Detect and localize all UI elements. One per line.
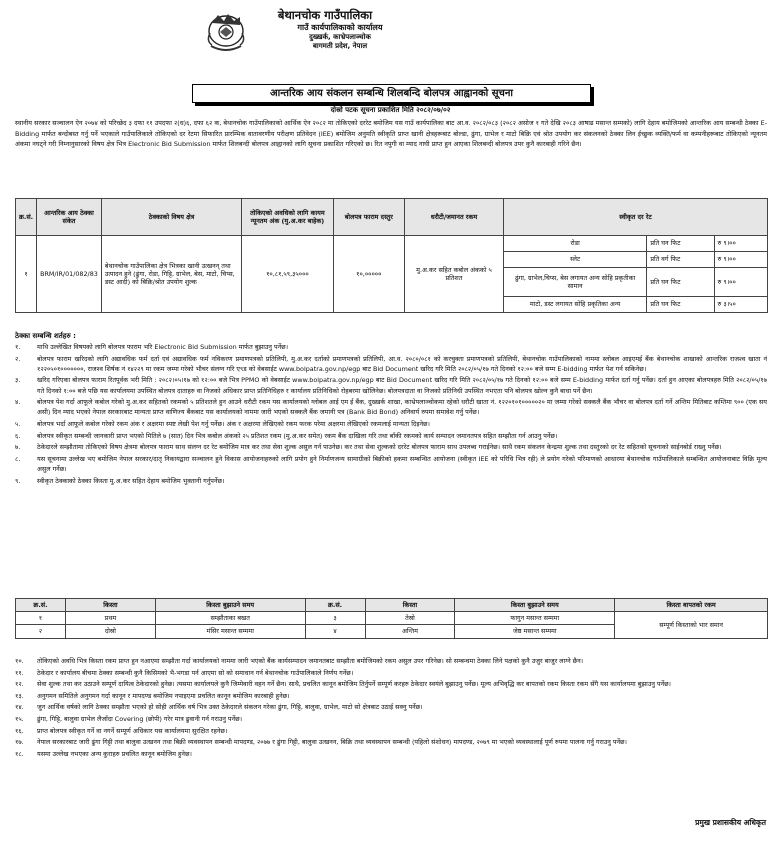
subject-cell: बेथानचोक गाउँपालिका क्षेत्र भित्रका खानी उत्खनन् तथा उत्पादन हुने (ढुंगा, रोडा, गिट्टि, ग्राभेल, बेस, माटो, चिप्स, डस्ट आदी) को बिक्रि/श्रोत उपयोग शुल्क (101, 236, 241, 313)
term-item (15, 397, 767, 417)
header-cell: ठेक्काको विषय क्षेत्र (101, 199, 241, 236)
term-text: ढुंगा, गिट्टि, बालुवा ग्राभेल लैजाँदा Covering (छोपी) गरेर मात्र ढुवानी गर्न गराउनु पर्नेछ। (37, 714, 243, 723)
term-text: अनुगमन समितिले अनुगमन गर्दा कानून र मापदण्ड बमोजिम नपाइएमा प्रचलित कानून बमोजिम कारबाही हुनेछ। (37, 691, 290, 700)
header-cell: तोकिएको अवधिको लागि कायम न्यूनतम अंक (मु.अ.कर बाहेक) (242, 199, 333, 236)
office-location: दुख्खर्क, काभ्रेपलाञ्चोक (309, 32, 371, 41)
term-number: ५. (15, 419, 21, 428)
term-text: बोलपत्र स्वीकृत सम्बन्धी जानकारी प्राप्त भएको मितिले ७ (सात) दिन भित्र कबोल अंकको २५ प्रतिशत रकम (मु.अ.कर समेत) रकम बैंक दाखिला गरि तथा बाँकी रकमको कार्य सम्पादन जमानतपत्र सहित सम्झौता गर्न आउनु पर्नेछ। (37, 431, 558, 440)
org-name: बेथानचोक गाउँपालिका (277, 8, 373, 22)
term-text: बोलपत्र पेश गर्दा आफूले कबोल गरेको मु.अ.कर सहितको रकमको ५ प्रतिशतले हुन आउने धरौटी रकम यस कार्यालयको ग्लोबल आई एम ई बैंक, दुख्खर्क शाखा, काभ्रेपलाञ्चोकमा रहेको धरौटी खाता नं. १२२०१०१०००००२० मा जम्मा गरेको सक्कलै बैंक भौचर वा बोलपत्र दर्ता गर्ने अन्तिम मितिबाट कम्तिमा ९०० (एक सय असी) दिन म्याद भएको नेपाल सरकारबाट मान्यता प्राप्त वाणिज्य बैंकबाट यस कार्यालयको नाममा जारी भएको सक्कलै बैंक जमानी पत्र (Bank Bid Bond) अनिवार्य रुपमा समावेश गर्नु पर्नेछ। (37, 398, 767, 417)
table-cell: प्रथम (65, 612, 155, 625)
header-cell: किस्ता (65, 599, 155, 612)
term-number: १३. (15, 691, 24, 700)
installment-amount-cell: सम्पूर्ण किस्ताको भार समान (615, 612, 768, 638)
term-text: ठेकेदारले सम्झौतामा तोकिएको विषय क्षेत्रमा बोलपत्र फाराम साथ संलग्न दर रेट बमोजिम मात्र कर तथा सेवा शुल्क असुल गर्न पाउनेछ। कर तथा सेवा शुल्कको दररेट बोलपत्र फाराम साथ उपलब्ध गराईनेछ। साथै रकम संकलन केन्द्रमा शुल्क तथा दस्तुरको दर रेट सहितको सूचनाको साईनबोर्ड राख्नु पर्नेछ। (37, 443, 722, 452)
term-item (15, 476, 767, 486)
rate-item-cell: ढुंगा, ग्राभेल,चिप्स, बेस लगायत अन्य सोहि प्रकृतीका सामान (503, 268, 646, 297)
header-cell: किस्ता बुझाउने समय (455, 599, 615, 612)
term-number: १७. (15, 738, 24, 747)
term-item (15, 714, 767, 724)
term-item (15, 431, 767, 441)
contract-code-cell: BRM/IR/01/082/83 (37, 236, 102, 313)
term-number: १५. (15, 714, 24, 723)
header-cell: क्र.सं. (16, 599, 66, 612)
header-cell: स्वीकृत दर रेट (503, 199, 767, 236)
term-text: यसमा उल्लेख नभएका अन्य कुराहरु प्रचलित कानून बमोजिम हुनेछ। (37, 749, 192, 758)
table-cell: फागुन मसान्त सम्ममा (455, 612, 615, 625)
rate-item-cell: रोडा (503, 236, 646, 252)
header-cell: बोलपत्र फाराम दस्तुर (333, 199, 404, 236)
term-item (15, 679, 767, 689)
table-cell: तेस्रो (365, 612, 455, 625)
term-item (15, 342, 767, 352)
term-item (15, 668, 767, 678)
term-number: १. (15, 343, 21, 351)
term-item (15, 454, 767, 474)
term-text: बोलपत्र भर्दा आफूले कबोल गरेको रकम अंक र अक्षरमा स्पष्ट लेखी पेश गर्नु पर्नेछ। अंक र अक्षरमा लेखिएको रकम फरक परेमा अक्षरमा लेखिएको रकमलाई मान्यता दिइनेछ। (37, 419, 430, 428)
deposit-cell: मु.अ.कर सहित कबोल अंकको ५ प्रतिशत (405, 236, 504, 313)
term-number: १२. (15, 680, 24, 689)
table-row (16, 612, 768, 625)
table-cell: दोस्रो (65, 625, 155, 638)
term-text: माथि उल्लेखित विषयको लागि बोलपत्र फाराम भरि Electronic Bid Submission मार्फत बुझाउनु पर्नेछ। (37, 343, 289, 351)
term-text: यस सूचनामा उल्लेख भए बमोजिम नेपाल सरकार/दातृ निकायद्वारा सञ्चालन हुने विकास आयोजनाहरुको लागि प्रयोग हुने निर्माणजन्य सामाग्रीको बिक्रीको हकमा सम्बन्धित आयोजना (स्वीकृत IEE को परिधि भित्र रही) ले प्रयोग गरेको परिमाणको आधारमा बेथानचोक गाउँपालिकाले सम्बन्धित आयोजनाबाट विक्रि मूल्य असुल गर्नेछ। (37, 454, 767, 473)
terms-title: ठेक्का सम्बन्धि शर्तहरु : (15, 332, 76, 340)
term-number: १६. (15, 726, 24, 735)
term-item (15, 726, 767, 736)
rate-value-cell: रु ३।५० (714, 297, 767, 313)
term-text: ठेकेदार र कार्यालय बीचमा ठेक्का सम्बन्धी कुनै किसिमको भै-भगडा पर्न आएमा सो को समाधान गर्न बेथानचोक गाउँपालिकाले निर्णय गर्नेछ। (37, 668, 354, 677)
office-name: गाउँ कार्यपालिकाको कार्यालय (297, 22, 383, 32)
rate-unit-cell: प्रति घन फिट (647, 297, 714, 313)
installment-table (15, 598, 768, 639)
table-cell: मंसिर मसान्त सम्ममा (155, 625, 305, 638)
term-number: ७. (15, 443, 21, 452)
header-cell: किस्ता बुझाउने समय (155, 599, 305, 612)
term-item (15, 749, 767, 759)
intro-paragraph: स्थानीय सरकार सञ्चालन ऐन २०७४ को परिच्छेद ३ दफा ११ उपदफा २(ध)६, दफा ६२ क, बेथानचोक गाउँपालिकाको आर्थिक ऐन २०८२ मा तोकिएको दररेट बमोजिम यस गाउँ कार्यपालिका बाट आ.व. २०८२/०८३ (२०८२ असोज १ गते देखि २०८३ आषाढ मसान्त सम्मको) लागि देहाय बमोजिमको आन्तरिक आय सम्बन्धी ठेक्का E-Bidding मार्फत बन्दोबस्त गर्नु पर्ने भएकाले गाउँपालिकाले तोकिएको दर रेटमा सिफारित प्रारम्भिक वातावरणीय परीक्षण प्रतिवेदन (IEE) बमोजिम अनुमति स्वीकृति प्राप्त खानी क्षेत्रहरूबाट बोल्डा, ढुंगा, ग्राभेल र माटो बिक्रि एवं श्रोत उपयोग कर संकलनको ठेक्का लिन ईच्छुक व्यक्ति/फर्म वा कम्पनीहरूबाट तोकिएको न्यूनतम अंकमा नघट्ने गरी निम्नानुसारको विषय क्षेत्र भित्र Electronic Bid Submission मार्फत शिलबन्दी बोलपत्र आह्वानको लागि सूचना प्रकाशित गरिएको छ। रित नपुगी वा म्याद नाघी प्राप्त हुन आएका शिलबन्दी बोलपत्र उपर कुनै कारबाही गरिने छैन। (15, 119, 767, 149)
header-cell: धरौटी/जमानत रकम (405, 199, 504, 236)
rate-item-cell: स्लेट (503, 252, 646, 268)
rate-value-cell: रु ९।०० (714, 268, 767, 297)
term-text: सेवा शुल्क तथा कर उठाउने सम्पूर्ण दायित्व ठेकेदारको हुनेछ। त्यसमा कार्यालयले कुनै जिम्मेवारी वहन गर्ने छैन। साथै, प्रचलित कानून बमोजिम तिर्नुपर्ने सम्पूर्ण करहरु ठेकेदार स्वयंले बुझाउनु पर्नेछ। मूल्य अभिवृद्धि कर बापतको रकम किस्ता रकम सँगै यस कार्यालयमा बुझाउनु पर्नेछ। (37, 680, 671, 689)
term-text: बोलपत्र फाराम खरिदको लागि अद्यावधिक फर्म दर्ता एवं अद्यावधिक फर्म नविकरण प्रमाणपत्रको प्रतिलिपी, मु.अ.कर दर्ताको प्रमाणपत्रको प्रतिलिपी, आ.व. २०८०/०८१ को करचुक्ता प्रमाणपत्रको प्रतिलिपी, बेथानचोक गाउँपालिकाको नाममा स्लोबल आइएमई बैंक बेथानचोक शाखाको आन्तरिक राजश्व खाता नं १२२०५०१०००००००, राजश्व शिर्षक नं १४२२९ मा रकम जम्मा गरेको भौचर संलग्न गरि ए९ड को वेबसाईट www.bolpatra.gov.np/egp बाट Bid Document खरिद गरि मिति २०८२/०५/१७ गते दिनको १२:०० बजे सम्म E-bidding मार्फत पेश गर्न सकिनेछ। (37, 354, 767, 373)
table-cell: १ (16, 612, 66, 625)
table-cell: २ (16, 625, 66, 638)
header-cell: क्र.सं. (305, 599, 365, 612)
rate-item-cell: माटो, डस्ट लगायत सोहि प्रकृतिका अन्य (503, 297, 646, 313)
table-cell: ४ (305, 625, 365, 638)
header-cell: आन्तरिक आय ठेक्का संकेत (37, 199, 102, 236)
terms-list (15, 342, 767, 487)
term-item (15, 354, 767, 374)
term-text: प्राप्त बोलपत्र स्वीकृत गर्ने वा नगर्ने सम्पूर्ण अधिकार यस कार्यालयमा सुरक्षित रहनेछ। (37, 726, 228, 735)
minimum-amount-cell: १०,८१,५९,३५००० (242, 236, 333, 313)
rate-unit-cell: प्रति वर्ग फिट (647, 252, 714, 268)
term-number: ९. (15, 476, 21, 485)
term-item (15, 656, 767, 666)
term-text: स्वीकृत ठेक्काको ठेक्का किस्ता मु.अ.कर सहित देहाय बमोजिम भुक्तानी गर्नुपर्नेछ। (37, 476, 225, 485)
table-cell: ३ (305, 612, 365, 625)
term-item (15, 737, 767, 747)
term-item (15, 442, 767, 452)
term-number: ११. (15, 668, 24, 677)
form-fee-cell: १०,००००० (333, 236, 404, 313)
term-number: ८. (15, 454, 21, 463)
term-item (15, 702, 767, 712)
rate-value-cell: रु ९।०० (714, 236, 767, 252)
rate-unit-cell: प्रति घन फिट (647, 268, 714, 297)
header-cell: क्र.सं. (16, 199, 37, 236)
header-cell: किस्ता बापतको रकम (615, 599, 768, 612)
term-item (15, 691, 767, 701)
notice-title: आन्तरिक आय संकलन सम्बन्धि शिलबन्दि बोलपत्र आह्वानको सूचना (192, 84, 591, 103)
table-cell: जेष्ठ मसान्त सम्ममा (455, 625, 615, 638)
signature-title: प्रमुख प्रशासकीय अधिकृत (695, 818, 766, 827)
bid-details-table (15, 198, 768, 313)
term-number: ३. (15, 376, 21, 385)
term-item (15, 419, 767, 429)
term-item (15, 375, 767, 395)
term-number: १८. (15, 749, 24, 758)
rate-value-cell: रु ९।०० (714, 252, 767, 268)
table-cell: अन्तिम (365, 625, 455, 638)
term-number: २. (15, 354, 21, 363)
terms-list-continued (15, 656, 767, 760)
letterhead (277, 8, 395, 51)
rate-unit-cell: प्रति घन फिट (647, 236, 714, 252)
serial-cell: १ (16, 236, 37, 313)
term-number: १४. (15, 703, 24, 712)
header-cell: किस्ता (365, 599, 455, 612)
term-number: ४. (15, 398, 21, 407)
term-number: १०. (15, 657, 24, 665)
table-cell: सम्झौताका बखत (155, 612, 305, 625)
term-text: जुन आर्थिक वर्षको लागि ठेक्का सम्झौता भएको हो सोही आर्थिक वर्ष भित्र उक्त ठेकेदारले संकलन गरेका ढुंगा, गिट्टि, बालुवा, ग्राभेल, माटो सो क्षेत्रबाट उठाई सक्नु पर्नेछ। (37, 703, 423, 712)
term-text: खरिद गरिएका बोलपत्र फाराम रितपूर्वक भरी मिति : २०८२।०५।१७ को १२:०० बजे भित्र PPMO को वेबसाईट www.bolpatra.gov.np/egp बाट Bid Document खरिद गरि मिति २०८२/०५/१७ गते दिनको १२:०० बजे सम्म E-bidding मार्फत दर्ता गर्नु पर्नेछ। दर्ता हुन आएका बोलपत्रहरु मिति २०८२/०५/१७ गते दिनको १:०० बजे पछि यस कार्यालयमा उपस्थित बोलपत्र दाताहरु वा निजको अधिकार प्राप्त प्रतिनिधिहरु र कार्यालय प्रतिनिधिको रोहबरमा खोलिनेछ। बोलपत्रदाता वा निजको प्रतिनिधी उपस्थित नभएता पनि बोलपत्र खोल्न कुनै बाधा पर्ने छैन। (37, 376, 767, 395)
term-number: ६. (15, 431, 21, 440)
province-name: बागमती प्रदेश, नेपाल (312, 41, 368, 50)
term-text: नेपाल सरकारबाट जारी ढुंगा गिट्टी तथा बालुवा उत्खनन तथा बिक्री व्यवस्थापन सम्बन्धी मापदण्ड, २०७७ र ढुंगा गिट्टी, बालुवा उत्खनन, बिक्रि तथा व्यवस्थापन सम्बन्धी (पहिलो संशोधन) मापदण्ड, २०७९ मा भएको व्यवस्थालाई पूर्ण रुपमा पालना गर्नु गराउनु पर्नेछ। (37, 738, 627, 747)
nepal-government-emblem-icon (202, 11, 250, 55)
term-text: तोकिएको अवधि भित्र किस्ता रकम प्राप्त हुन नआएमा सम्झौता गर्दा कार्यालयको नाममा जारी भएको बैंक कार्यसम्पादन जमानतबाट सम्झौता बमोजिमको रकम असुल उपर गरिनेछ। सो सम्बन्धमा ठेक्का लिने पक्षको कुनै उजुर बाजुर लाग्ने छैन। (37, 657, 584, 665)
notice-subtitle: दोस्रो पटक सूचना प्रकाशित मिति २०८२/०७/०२ (330, 106, 451, 114)
